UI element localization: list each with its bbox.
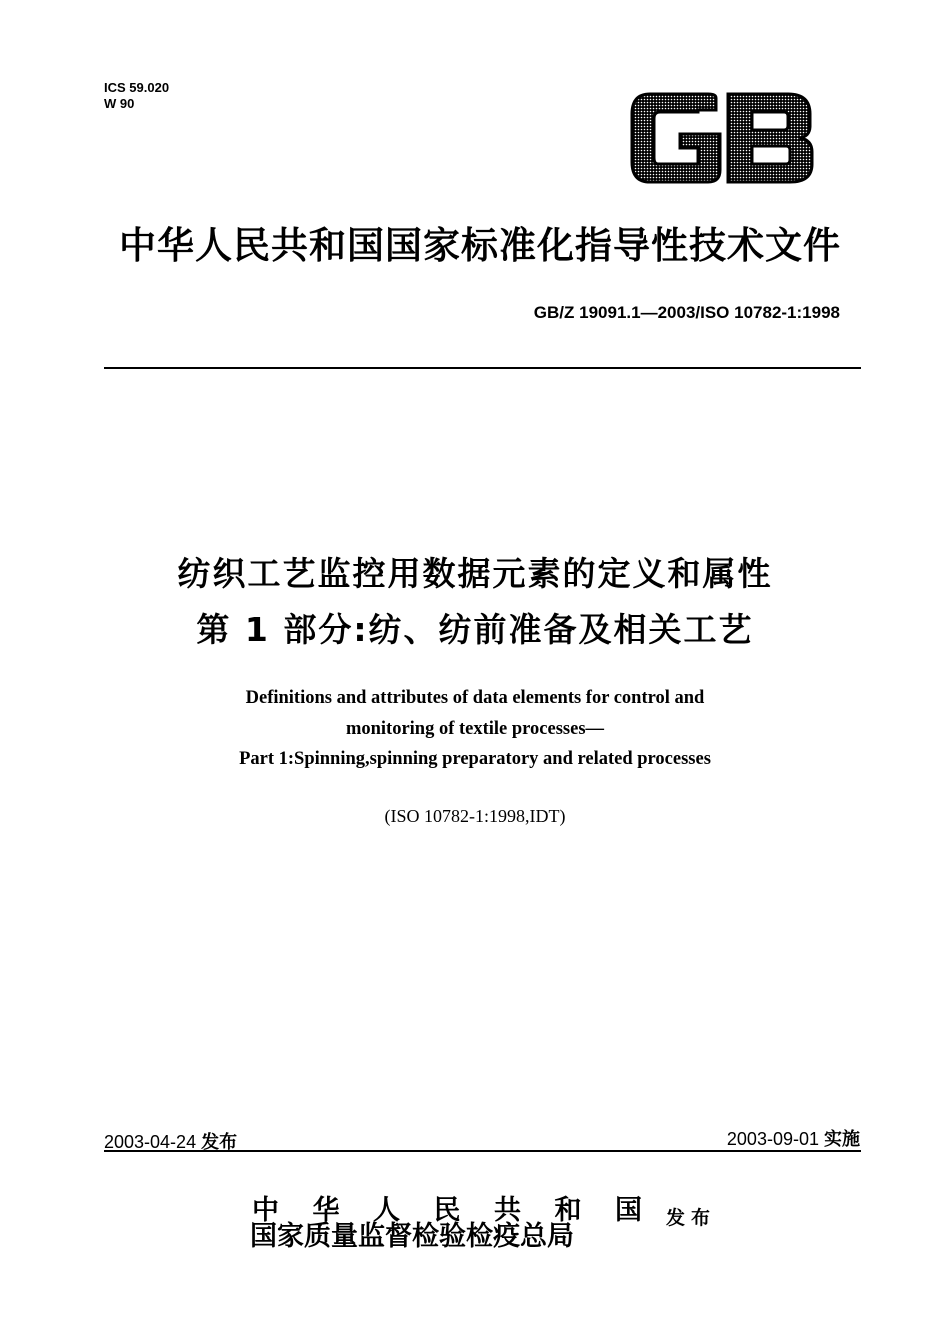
gb-logo [628,92,814,184]
issuer-char: 和 [554,1195,582,1226]
effective-date [560,1125,860,1151]
english-title [120,683,830,775]
classification-codes [104,80,169,112]
issuer-char: 华 [312,1195,340,1226]
issuer-line-2: 国家质量监督检验检疫总局 [250,1221,574,1252]
effective-date-word: 实施 [824,1129,860,1150]
issuer-char: 民 [433,1195,461,1226]
issuer-char: 共 [494,1195,521,1226]
gb-logo-graphic [628,92,814,184]
divider-top [104,367,861,369]
issuer-char: 人 [373,1195,400,1226]
english-title-line-1: Definitions and attributes of data elements for control and [245,688,705,708]
publish-date-value: 2003-04-24 [104,1132,197,1152]
english-title-line-2: monitoring of textile processes— [345,718,605,739]
effective-date-value: 2003-09-01 [726,1129,819,1149]
publish-date-word: 发布 [201,1132,238,1153]
issue-word: 发布 [666,1207,717,1229]
equivalence-note: (ISO 10782-1:1998,IDT) [384,806,566,826]
main-title: 中华人民共和国国家标准化指导性技术文件 [119,224,841,267]
ccs-code: W 90 [104,96,135,111]
english-title-line-3: Part 1:Spinning,spinning preparatory and related processes [239,749,711,769]
chinese-title-line-1: 纺织工艺监控用数据元素的定义和属性 [177,554,773,593]
chinese-title-line-2: 第 1 部分:纺、纺前准备及相关工艺 [196,610,754,649]
issuer-char: 国 [615,1195,642,1226]
divider-bottom [104,1150,861,1152]
ics-code: ICS 59.020 [104,80,170,95]
standard-number: GB/Z 19091.1—2003/ISO 10782-1:1998 [533,303,840,322]
issuer-char: 中 [252,1195,279,1226]
